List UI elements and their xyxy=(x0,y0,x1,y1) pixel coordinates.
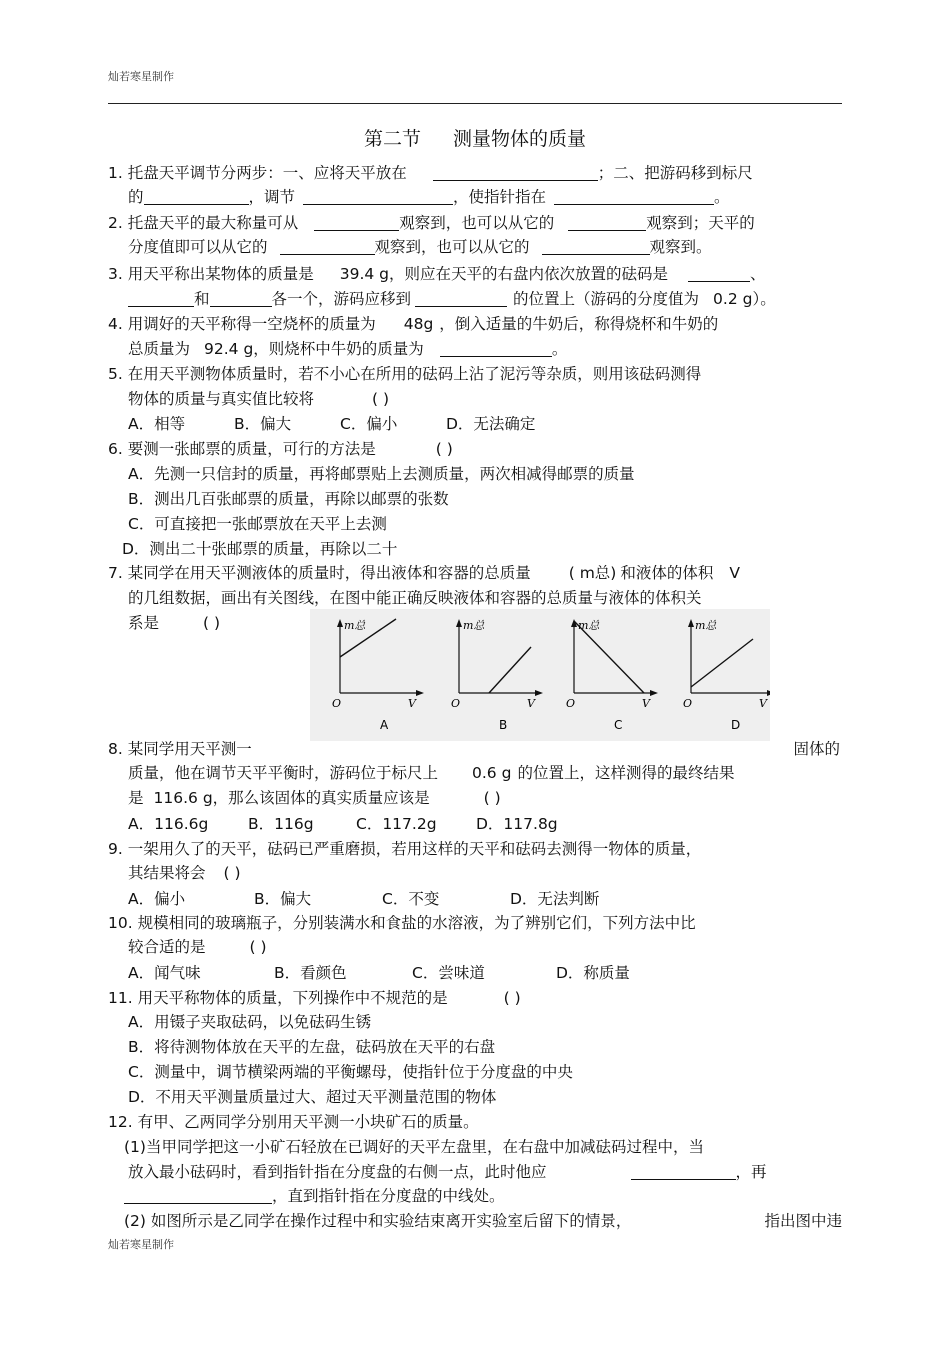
q10-option-d[interactable]: D．称质量 xyxy=(556,964,630,982)
q4-value: 48g xyxy=(403,315,434,333)
origin-label: O xyxy=(451,697,461,710)
q8-text-f: ，那么该固体的真实质量应该是 xyxy=(212,789,430,807)
page-header: 灿若寒星制作 xyxy=(108,70,174,83)
q8-line3 xyxy=(128,787,862,809)
q6-text: 6. 要测一张邮票的质量，可行的方法是 xyxy=(108,440,376,458)
q2-text-d: 分度值即可以从它的 xyxy=(128,238,268,256)
origin-label: O xyxy=(566,697,576,710)
q7-line1 xyxy=(108,562,842,584)
page-footer: 灿若寒星制作 xyxy=(108,1238,174,1251)
q9-answer-paren[interactable]: ( ) xyxy=(223,864,241,882)
page-title xyxy=(0,124,950,151)
graph-line xyxy=(489,647,531,693)
q11-option-c[interactable]: C．测量中，调节横梁两端的平衡螺母，使指针位于分度盘的中央 xyxy=(128,1063,573,1081)
q10-option-a[interactable]: A．闻气味 xyxy=(128,964,201,982)
q12-text: 放入最小砝码时，看到指针指在分度盘的右侧一点，此时他应 xyxy=(128,1163,547,1181)
q11-option-b[interactable]: B．将待测物体放在天平的左盘，砝码放在天平的右盘 xyxy=(128,1038,496,1056)
q2-text: 2. 托盘天平的最大称量可从 xyxy=(108,214,299,232)
q2-text-b: 观察到，也可以从它的 xyxy=(399,214,555,232)
q2-blank-2[interactable] xyxy=(568,214,646,231)
q4-line1 xyxy=(108,313,842,335)
q2-text-c: 观察到；天平的 xyxy=(646,214,755,232)
q12-text-e: 指出图中违 xyxy=(764,1212,842,1230)
q3-blank-3[interactable] xyxy=(210,290,272,307)
q11-answer-paren[interactable]: ( ) xyxy=(503,989,521,1007)
q8-text-b: 固体的 xyxy=(793,740,840,758)
q9-options xyxy=(128,888,862,910)
q10-option-b[interactable]: B．看颜色 xyxy=(274,964,347,982)
q5-line1: 5. 在用天平测物体质量时，若不小心在所用的砝码上沾了泥污等杂质，则用该砝码测得 xyxy=(108,365,702,383)
q6-option-d[interactable]: D．测出二十张邮票的质量，再除以二十 xyxy=(122,540,398,558)
q8-options xyxy=(128,813,862,835)
q1-blank-1[interactable] xyxy=(433,164,598,181)
graph-option-label: A xyxy=(380,718,389,732)
x-axis-label: V xyxy=(642,697,650,710)
q4-text-b: ，倒入适量的牛奶后，称得烧杯和牛奶的 xyxy=(439,315,719,333)
graph-option-label: B xyxy=(499,718,508,732)
x-axis-label: V xyxy=(527,697,535,710)
q1-text-c: 的 xyxy=(128,188,144,206)
title-topic: 测量物体的质量 xyxy=(453,128,587,150)
q12-blank-1[interactable] xyxy=(631,1163,736,1180)
x-axis-arrow xyxy=(416,690,424,696)
q5-option-d[interactable]: D．无法确定 xyxy=(446,415,536,433)
x-axis-arrow xyxy=(767,690,770,696)
q1-text-f: 。 xyxy=(714,188,730,206)
q8-option-d[interactable]: D．117.8g xyxy=(476,815,558,833)
q7-text-c: 系是 xyxy=(128,614,160,632)
y-axis-arrow xyxy=(337,619,343,627)
q7-volume-symbol: V xyxy=(729,564,740,582)
q8-text-e: 是 xyxy=(128,789,144,807)
origin-label: O xyxy=(332,697,342,710)
q12-text-d: (2) 如图所示是乙同学在操作过程中和实验结束离开实验室后留下的情景， xyxy=(124,1212,632,1230)
q8-value-b: 116.6 g xyxy=(153,789,213,807)
graph-c[interactable] xyxy=(566,619,658,732)
q5-option-b[interactable]: B．偏大 xyxy=(234,415,292,433)
y-axis-label: m总 xyxy=(578,619,600,632)
q3-text: 3. 用天平称出某物体的质量是 xyxy=(108,265,314,283)
q1-line2 xyxy=(128,186,862,208)
q6-answer-paren[interactable]: ( ) xyxy=(435,440,453,458)
q12-blank-2[interactable] xyxy=(124,1187,272,1204)
q11-text: 11. 用天平称物体的质量，下列操作中不规范的是 xyxy=(108,989,448,1007)
q2-text-e: 观察到，也可以从它的 xyxy=(374,238,530,256)
q1-line1 xyxy=(108,162,842,184)
q5-answer-paren[interactable]: ( ) xyxy=(372,390,390,408)
q10-option-c[interactable]: C．尝味道 xyxy=(412,964,485,982)
q12-text-b: ，再 xyxy=(735,1163,767,1181)
q10-line2 xyxy=(128,936,862,958)
q6-line1 xyxy=(108,438,842,460)
graph-option-label: C xyxy=(614,718,623,732)
y-axis-label: m总 xyxy=(463,619,485,632)
q3-line1 xyxy=(108,263,842,285)
q9-option-c[interactable]: C．不变 xyxy=(382,890,440,908)
q8-text-d: 的位置上，这样测得的最终结果 xyxy=(517,764,735,782)
q9-option-b[interactable]: B．偏大 xyxy=(254,890,312,908)
q5-text: 物体的质量与真实值比较将 xyxy=(128,390,315,408)
q4-line2 xyxy=(128,338,862,360)
q1-blank-4[interactable] xyxy=(554,188,714,205)
q10-answer-paren[interactable]: ( ) xyxy=(249,938,267,956)
q8-line1 xyxy=(108,738,842,760)
q1-text-e: ，使指针指在 xyxy=(453,188,547,206)
q2-blank-4[interactable] xyxy=(542,238,650,255)
q3-value: 39.4 g xyxy=(339,265,389,283)
q7-text-b: 和液体的体积 xyxy=(620,564,714,582)
graph-option-label: D xyxy=(731,718,741,732)
q7-mass-symbol: ( m总) xyxy=(568,564,617,582)
title-section: 第二节 xyxy=(363,128,421,150)
q9-text: 其结果将会 xyxy=(128,864,206,882)
q3-blank-1[interactable] xyxy=(688,265,750,282)
q3-text-g: ）。 xyxy=(752,290,776,308)
q2-blank-3[interactable] xyxy=(280,238,375,255)
x-axis-label: V xyxy=(408,697,416,710)
q2-line1 xyxy=(108,212,842,234)
q7-graphs-svg xyxy=(310,609,770,741)
q7-line2: 的几组数据，画出有关图线，在图中能正确反映液体和容器的总质量与液体的体积关 xyxy=(128,589,702,607)
q11-option-d[interactable]: D．不用天平测量质量过大、超过天平测量范围的物体 xyxy=(128,1088,497,1106)
q4-value-b: 92.4 g xyxy=(204,340,254,358)
y-axis-arrow xyxy=(688,619,694,627)
graph-d[interactable] xyxy=(683,619,770,732)
q7-text: 7. 某同学在用天平测液体的质量时，得出液体和容器的总质量 xyxy=(108,564,531,582)
q12-part1-line1: (1)当甲同学把这一小矿石轻放在已调好的天平左盘里，在右盘中加减砝码过程中，当 xyxy=(124,1138,704,1156)
q3-text-d: 和 xyxy=(194,290,210,308)
q4-text-c: 总质量为 xyxy=(128,340,191,358)
q10-line1: 10. 规模相同的玻璃瓶子，分别装满水和食盐的水溶液，为了辨别它们，下列方法中比 xyxy=(108,914,696,932)
q8-option-a[interactable]: A．116.6g xyxy=(128,815,209,833)
q3-text-c: 、 xyxy=(750,265,766,283)
q8-text-c: 质量，他在调节天平平衡时，游码位于标尺上 xyxy=(128,764,439,782)
q12-part1-line2 xyxy=(128,1161,862,1183)
q8-text: 8. 某同学用天平测一 xyxy=(108,740,252,758)
q4-text-d: ，则烧杯中牛奶的质量为 xyxy=(253,340,424,358)
q3-blank-4[interactable] xyxy=(415,290,507,307)
y-axis-label: m总 xyxy=(344,619,366,632)
q1-text: 1. 托盘天平调节分两步：一、应将天平放在 xyxy=(108,164,407,182)
q5-option-c[interactable]: C．偏小 xyxy=(340,415,398,433)
q12-text-c: ，直到指针指在分度盘的中线处。 xyxy=(272,1187,505,1205)
q5-options xyxy=(128,413,862,435)
q2-blank-1[interactable] xyxy=(314,214,399,231)
q6-option-a[interactable]: A．先测一只信封的质量，再将邮票贴上去测质量，两次相减得邮票的质量 xyxy=(128,465,635,483)
q12-line1: 12. 有甲、乙两同学分别用天平测一小块矿石的质量。 xyxy=(108,1113,479,1131)
x-axis-arrow xyxy=(650,690,658,696)
q3-blank-2[interactable] xyxy=(128,290,194,307)
q8-option-c[interactable]: C．117.2g xyxy=(356,815,437,833)
q1-blank-2[interactable] xyxy=(144,188,249,205)
q4-text-e: 。 xyxy=(551,340,568,358)
q7-answer-paren[interactable]: ( ) xyxy=(203,614,221,632)
q8-line2 xyxy=(128,762,862,784)
q9-line2 xyxy=(128,862,862,884)
q10-text: 较合适的是 xyxy=(128,938,206,956)
q6-option-c[interactable]: C．可直接把一张邮票放在天平上去测 xyxy=(128,515,387,533)
q3-value-b: 0.2 g xyxy=(713,290,753,308)
q4-text: 4. 用调好的天平称得一空烧杯的质量为 xyxy=(108,315,376,333)
origin-label: O xyxy=(683,697,693,710)
q8-answer-paren[interactable]: ( ) xyxy=(483,789,501,807)
q3-text-b: ，则应在天平的右盘内依次放置的砝码是 xyxy=(389,265,669,283)
q1-blank-3[interactable] xyxy=(303,188,453,205)
y-axis-arrow xyxy=(456,619,462,627)
graph-line xyxy=(691,639,753,687)
q7-graphs xyxy=(310,609,770,741)
x-axis-arrow xyxy=(535,690,543,696)
q3-line2 xyxy=(128,288,862,310)
x-axis-label: V xyxy=(759,697,767,710)
q8-option-b[interactable]: B．116g xyxy=(248,815,314,833)
q10-options xyxy=(128,962,862,984)
q5-line2 xyxy=(128,388,862,410)
graph-b[interactable] xyxy=(451,619,543,732)
graph-a[interactable] xyxy=(332,619,424,732)
q5-option-a[interactable]: A．相等 xyxy=(128,415,186,433)
q6-option-b[interactable]: B．测出几百张邮票的质量，再除以邮票的张数 xyxy=(128,490,449,508)
header-rule xyxy=(108,103,842,104)
q11-option-a[interactable]: A．用镊子夹取砝码，以免砝码生锈 xyxy=(128,1013,372,1031)
q2-text-f: 观察到。 xyxy=(649,238,712,256)
q1-text-d: ，调节 xyxy=(248,188,296,206)
q11-line1 xyxy=(108,987,842,1009)
q9-line1: 9. 一架用久了的天平，砝码已严重磨损，若用这样的天平和砝码去测得一物体的质量， xyxy=(108,840,702,858)
q3-text-e: 各一个，游码应移到 xyxy=(271,290,412,308)
y-axis-label: m总 xyxy=(695,619,717,632)
q3-text-f: 的位置上（游码的分度值为 xyxy=(513,290,700,308)
q9-option-a[interactable]: A．偏小 xyxy=(128,890,186,908)
q12-part2-line1 xyxy=(124,1210,842,1232)
q12-part1-line3 xyxy=(124,1185,858,1207)
q2-line2 xyxy=(128,236,862,258)
q1-text-b: ；二、把游码移到标尺 xyxy=(597,164,753,182)
q8-value: 0.6 g xyxy=(472,764,512,782)
q4-blank-1[interactable] xyxy=(440,340,552,357)
q9-option-d[interactable]: D．无法判断 xyxy=(510,890,600,908)
